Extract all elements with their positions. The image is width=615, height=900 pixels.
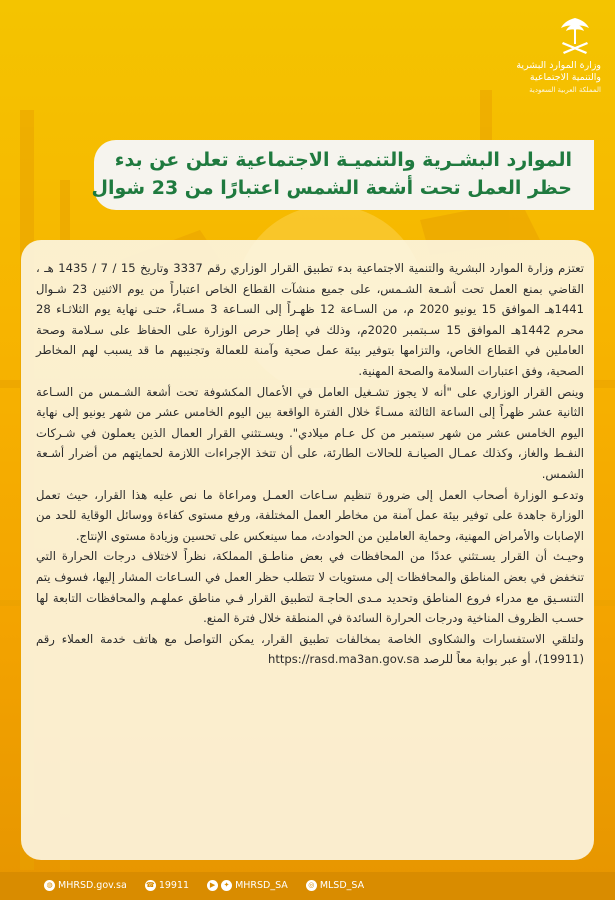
logo-line-3: المملكة العربية السعودية (529, 86, 601, 94)
logo-line-1: وزارة الموارد البشرية (516, 60, 601, 71)
instagram-text: MLSD_SA (319, 880, 365, 891)
contact-links (44, 880, 364, 891)
globe-icon: ◍ (44, 880, 55, 891)
headline-box (91, 140, 594, 210)
press-release-body (36, 258, 584, 670)
phone-icon: ☎ (145, 881, 155, 889)
website-text: MHRSD.gov.sa (58, 880, 127, 891)
paragraph-5: ولتلقي الاستفسارات والشكاوى الخاصة بمخالفات تطبيق القرار، يمكن التواصل مع هاتف خدمة العملاء رقم (19911)، أو عبر بوابة معاً للرصد https://rasd.ma3an.gov.sa (36, 631, 584, 667)
instagram-icon: ◎ (306, 880, 317, 891)
instagram-link[interactable] (306, 880, 364, 891)
footer-bar (0, 872, 615, 900)
paragraph-4: وحيـث أن القرار يسـتثني عددًا من المحافظات في بعض مناطـق المملكة، نظراً لاختلاف درجات الحرارة التي تنخفض في بعض المناطق والمحافظات إلى مستويات لا تتطلب حظر العمل في السـاعات المشار إليها، فسوف يتم التنسـيق مع مدراء فروع المناطق وتحديد مـدى الحاجـة لتطبيق القرار فـي مناطق عملهـم والمحافظات التابعة لها حسـب الظروف المناخية ودرجات الحرارة السائدة في المنطقة خلال فترة المنع. (36, 549, 584, 626)
phone-text: 19911 (158, 880, 190, 891)
logo-line-2: والتنمية الاجتماعية (529, 72, 601, 83)
paragraph-3: وتدعـو الوزارة أصحاب العمل إلى ضرورة تنظيم سـاعات العمـل ومراعاة ما نص عليه هذا القرار، حيث تعمل الوزارة جاهدة على توفير بيئة عمل آمنة من مخاطر العمل المختلفة، ورفع مستوى كفاءة ووسائل الوقاية للحد من الإصابات والأمراض المهنية، وحماية العاملين من الحوادث، مما سينعكس على تحسين وزيادة مستوى الإنتاج. (36, 487, 584, 543)
paragraph-1: تعتزم وزارة الموارد البشرية والتنمية الاجتماعية بدء تطبيق القرار الوزاري رقم 3337 وتاريخ 15 / 7 / 1435 هـ ، القاضي بمنع العمل تحت أشـعة الشـمس، على جميع منشآت القطاع الخاص اعتباراً من يوم الاثنين 23 شـوال 1441هـ الموافق 15 يونيو 2020 م، من السـاعة 12 ظهـراً إلى السـاعة 3 مسـاءً، حتـى نهاية يوم الثلاثـاء 28 محرم 1442هـ الموافق 15 سـبتمبر 2020م، وذلك في إطار حرص الوزارة على الحفاظ على سـلامة وصحة العاملين في القطاع الخاص، والتزامها بتوفير بيئة عمل صحية وآمنة للعمالة وتجنيبهم ما قد يسبب لهم المخاطر الصحية، وفق اعتبارات السلامة والصحة المهنية. (36, 261, 585, 378)
headline-line-2: حظر العمل تحت أشعة الشمس اعتبارًا من 23 شوال (91, 177, 572, 199)
youtube-icon: ▶ (207, 880, 218, 891)
twitter-text: MHRSD_SA (235, 880, 288, 891)
paragraph-2: وينص القرار الوزاري على "أنه لا يجوز تشـغيل العامل في الأعمال المكشوفة تحت أشعة الشـمس من السـاعة الثانية عشر ظهراً إلى الساعة الثالثة مسـاءً خلال الفترة الواقعة بين اليوم الخامس عشر من شهر يونيو إلى نهاية اليوم الخامس عشر من شهر سبتمبر من كل عـام ميلادي". ويسـتثني القرار العمال الذين يعملون في شـركات النفـط والغاز، وكذلك عمـال الصيانـة للحالات الطارئة، على أن تتخذ الإجراءات اللازمة لحمايتهم من أضرار أشـعة الشمس. (36, 384, 584, 481)
phone-link[interactable] (145, 880, 189, 891)
twitter-link[interactable] (207, 880, 288, 891)
headline-line-1: الموارد البشـرية والتنميـة الاجتماعية تعلن عن بدء (114, 149, 572, 171)
ministry-logo (489, 16, 601, 96)
website-link[interactable] (44, 880, 127, 891)
palm-swords-emblem-icon (557, 16, 593, 56)
twitter-icon: ✦ (221, 880, 232, 891)
ministry-name (489, 60, 601, 96)
